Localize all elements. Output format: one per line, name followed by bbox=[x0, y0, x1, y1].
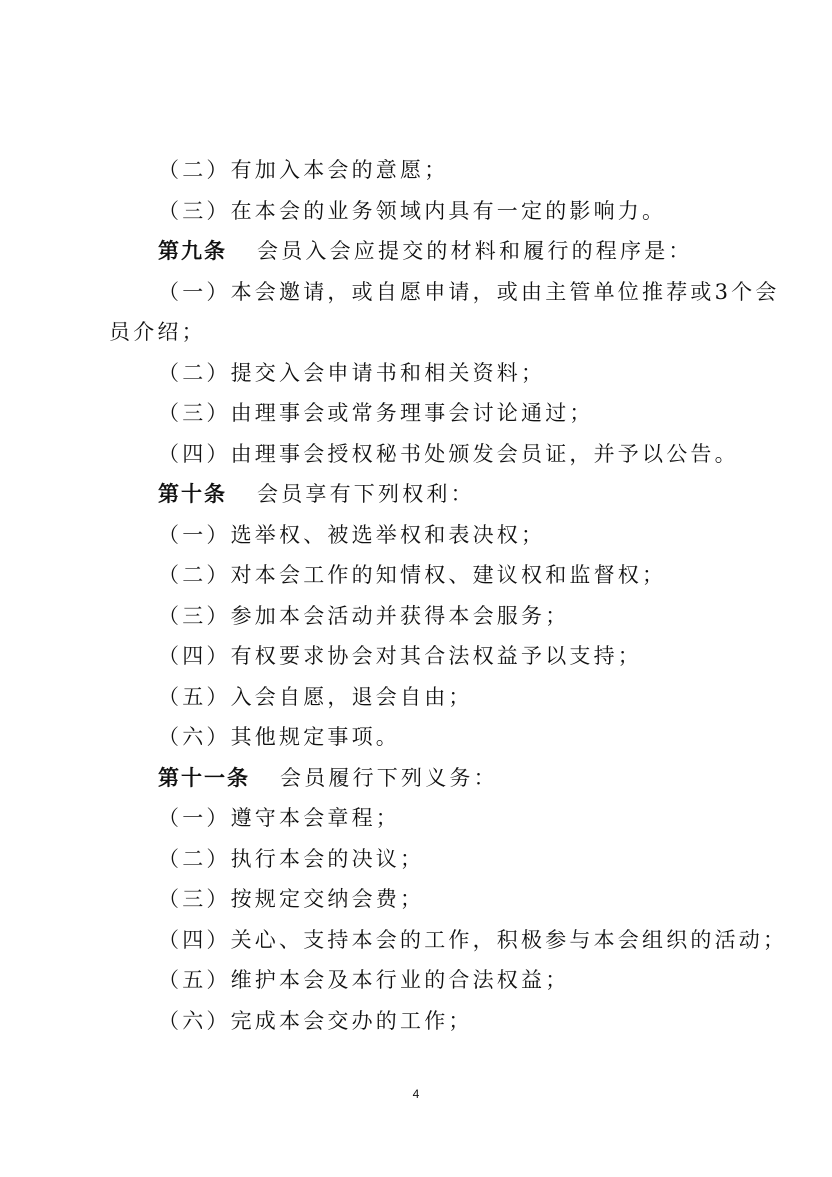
article-heading: 第十条 bbox=[158, 482, 227, 506]
paragraph: （二）对本会工作的知情权、建议权和监督权； bbox=[158, 563, 667, 587]
paragraph: （三）在本会的业务领域内具有一定的影响力。 bbox=[158, 199, 667, 223]
paragraph: （三）参加本会活动并获得本会服务； bbox=[158, 604, 570, 628]
paragraph: （五）维护本会及本行业的合法权益； bbox=[158, 968, 570, 992]
article-text: 会员享有下列权利： bbox=[257, 482, 475, 506]
paragraph: （二）执行本会的决议； bbox=[158, 847, 425, 871]
paragraph: （二）有加入本会的意愿； bbox=[158, 158, 449, 182]
article-text: 会员入会应提交的材料和履行的程序是： bbox=[257, 239, 693, 263]
paragraph: （六）其他规定事项。 bbox=[158, 725, 400, 749]
paragraph: （三）按规定交纳会费； bbox=[158, 887, 425, 911]
paragraph: （一）选举权、被选举权和表决权； bbox=[158, 523, 546, 547]
paragraph: （六）完成本会交办的工作； bbox=[158, 1009, 473, 1033]
article-heading: 第十一条 bbox=[158, 766, 250, 790]
paragraph: （四）有权要求协会对其合法权益予以支持； bbox=[158, 644, 642, 668]
paragraph: （五）入会自愿，退会自由； bbox=[158, 685, 473, 709]
paragraph: （一）遵守本会章程； bbox=[158, 806, 400, 830]
paragraph: （一）本会邀请，或自愿申请，或由主管单位推荐或3个会 bbox=[158, 280, 780, 304]
paragraph: （四）由理事会授权秘书处颁发会员证，并予以公告。 bbox=[158, 442, 739, 466]
page-number: 4 bbox=[412, 1087, 420, 1101]
article-10 bbox=[0, 474, 832, 514]
paragraph-continuation: 员介绍； bbox=[109, 320, 206, 344]
article-heading: 第九条 bbox=[158, 239, 227, 263]
article-11 bbox=[0, 758, 832, 798]
paragraph: （三）由理事会或常务理事会讨论通过； bbox=[158, 401, 594, 425]
paragraph: （四）关心、支持本会的工作，积极参与本会组织的活动； bbox=[158, 928, 788, 952]
paragraph: （二）提交入会申请书和相关资料； bbox=[158, 361, 546, 385]
article-text: 会员履行下列义务： bbox=[280, 766, 498, 790]
article-9 bbox=[0, 231, 832, 271]
